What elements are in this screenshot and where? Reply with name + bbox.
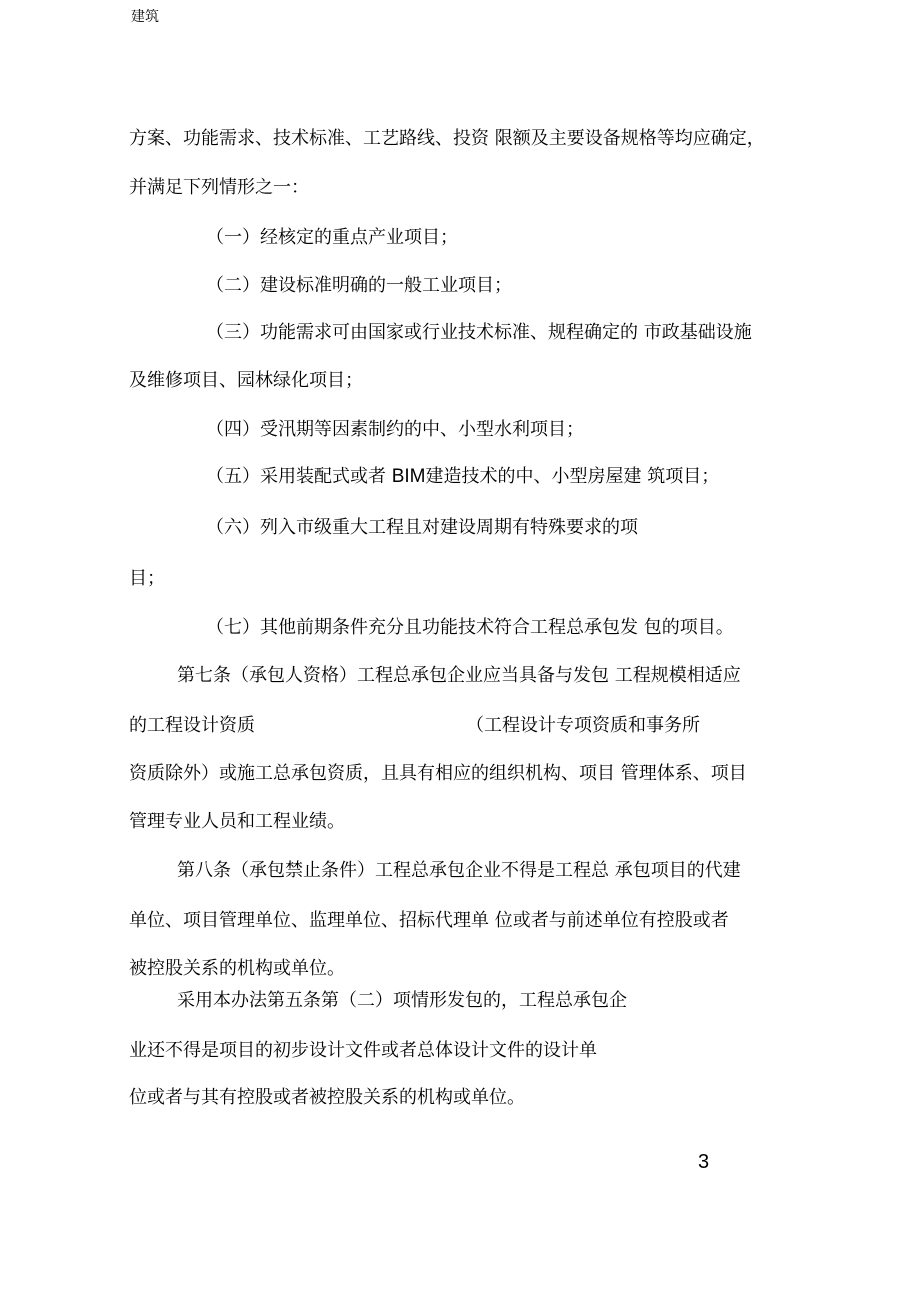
body-line: 采用本办法第五条第（二）项情形发包的，工程总承包企 <box>177 990 627 1011</box>
body-line: （工程设计专项资质和事务所 <box>466 715 700 736</box>
list-item <box>206 465 719 489</box>
article-8-heading: 第八条（承包禁止条件）工程总承包企业不得是工程总 承包项目的代建 <box>177 860 741 881</box>
body-line: 位或者与其有控股或者被控股关系的机构或单位。 <box>129 1087 525 1108</box>
list-item: （四）受汛期等因素制约的中、小型水利项目； <box>206 419 584 440</box>
bim-term: BIM <box>391 466 426 487</box>
list-item: （二）建设标准明确的一般工业项目； <box>206 275 512 296</box>
body-line: 管理专业人员和工程业绩。 <box>129 811 345 832</box>
body-line: 业还不得是项目的初步设计文件或者总体设计文件的设计单 <box>129 1040 597 1061</box>
list-item: （一）经核定的重点产业项目； <box>206 227 458 248</box>
body-line: 方案、功能需求、技术标准、工艺路线、投资 限额及主要设备规格等均应确定， <box>129 128 765 149</box>
list-item: （三）功能需求可由国家或行业技术标准、规程确定的 市政基础设施 <box>206 322 752 343</box>
body-line: 资质除外）或施工总承包资质，且具有相应的组织机构、项目 管理体系、项目 <box>129 763 747 784</box>
list-item: （七）其他前期条件充分且功能技术符合工程总承包发 包的项目。 <box>206 617 734 638</box>
list-item-text: 建造技术的中、小型房屋建 筑项目； <box>425 466 720 487</box>
article-7-heading: 第七条（承包人资格）工程总承包企业应当具备与发包 工程规模相适应 <box>177 665 741 686</box>
body-line: 目； <box>129 568 165 589</box>
list-item: （六）列入市级重大工程且对建设周期有特殊要求的项 <box>206 517 638 538</box>
body-line: 的工程设计资质 <box>129 715 255 736</box>
body-line: 及维修项目、园林绿化项目； <box>129 370 363 391</box>
body-line: 被控股关系的机构或单位。 <box>129 958 345 979</box>
page-number: 3 <box>698 1151 710 1173</box>
list-item-text: （五）采用装配式或者 <box>206 466 392 487</box>
running-header: 建筑 <box>131 9 159 25</box>
body-line: 并满足下列情形之一： <box>129 177 309 198</box>
body-line: 单位、项目管理单位、监理单位、招标代理单 位或者与前述单位有控股或者 <box>129 910 729 931</box>
